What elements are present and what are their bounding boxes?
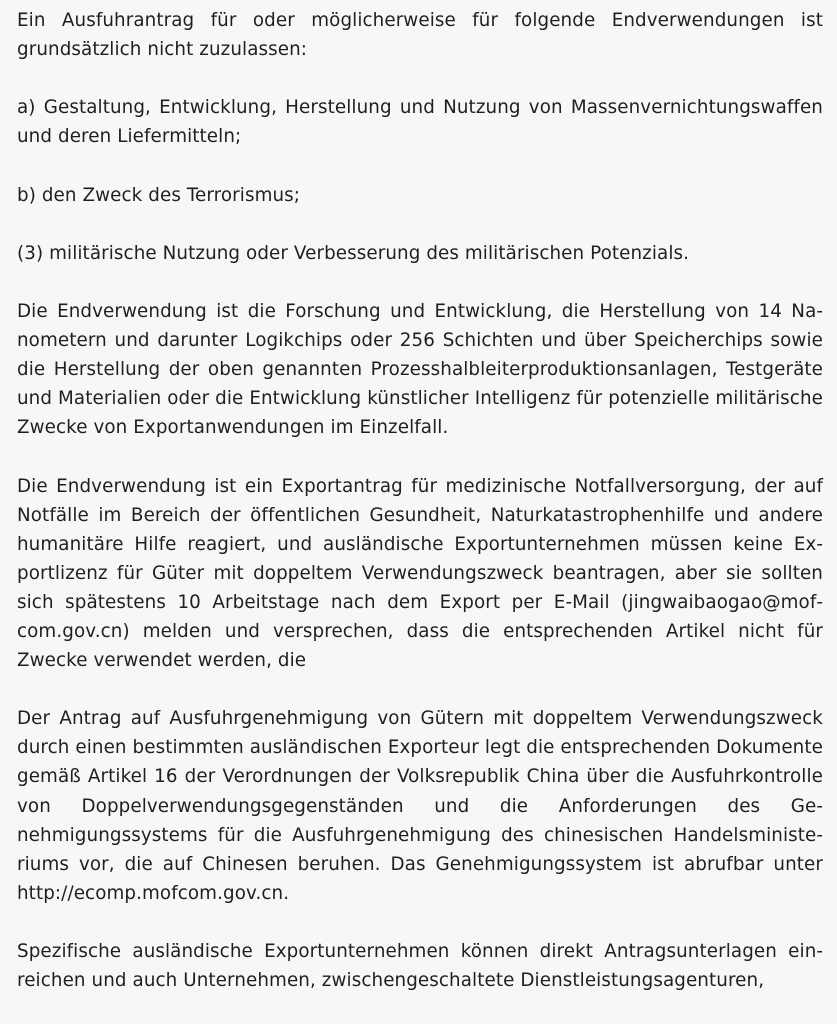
document-body — [17, 6, 823, 1024]
paragraph-submission: Spezifische ausländische Exportunternehmen können direkt Antragsunterlagen einreichen und auch Unternehmen, zwischengeschaltete Dienstleistungsagenturen, — [17, 941, 823, 992]
paragraph-item-a: a) Gestaltung, Entwicklung, Herstellung und Nutzung von Massenvernichtungswaffen und deren Liefermitteln; — [17, 97, 823, 148]
paragraph-item-b: b) den Zweck des Terrorismus; — [17, 184, 301, 206]
paragraph-medical-emergency: Die Endverwendung ist ein Exportantrag für medizinische Notfallversorgung, der auf Notfälle im Bereich der öffentlichen Gesundheit, Naturkatastrophenhilfe und andere humanitäre Hilfe reagiert, und ausländische Exportunternehmen müssen keine Exportlizenz für Güter mit doppeltem Verwendungszweck beantragen, aber sie sollten sich spätestens 10 Arbeitstage nach dem Export per E-Mail (jingwaibaogao@mofcom.gov.cn) melden und versprechen, dass die entsprechenden Artikel nicht für Zwecke verwendet werden, die — [17, 475, 823, 672]
paragraph-semiconductor-use: Die Endverwendung ist die Forschung und Entwicklung, die Herstellung von 14 Nanometern und darunter Logikchips oder 256 Schichten und über Speicherchips sowie die Herstellung der oben genannten Prozesshalbleiterproduktionsanlagen, Testgeräte und Materialien oder die Entwicklung künstlicher Intelligenz für potenzielle militärische Zwecke von Exportanwendungen im Einzelfall. — [17, 300, 823, 439]
paragraph-item-3: (3) militärische Nutzung oder Verbesserung des militärischen Potenzials. — [17, 242, 690, 264]
paragraph-license-application: Der Antrag auf Ausfuhrgenehmigung von Gütern mit doppeltem Verwendungszweck durch einen bestimmten ausländischen Exporteur legt die entsprechenden Dokumente gemäß Artikel 16 der Verordnungen der Volksrepublik China über die Ausfuhrkontrolle von Doppelverwendungsgegenständen und die Anforderungen des Genehmigungssystems für die Ausfuhrgenehmigung des chinesischen Handelsministeriums vor, die auf Chinesen beruhen. Das Genehmigungssystem ist abrufbar unter http://ecomp.mofcom.gov.cn. — [17, 708, 823, 904]
paragraph-intro: Ein Ausfuhrantrag für oder möglicherweise für folgende Endverwendungen ist grundsätzlich nicht zuzulassen: — [17, 10, 823, 61]
